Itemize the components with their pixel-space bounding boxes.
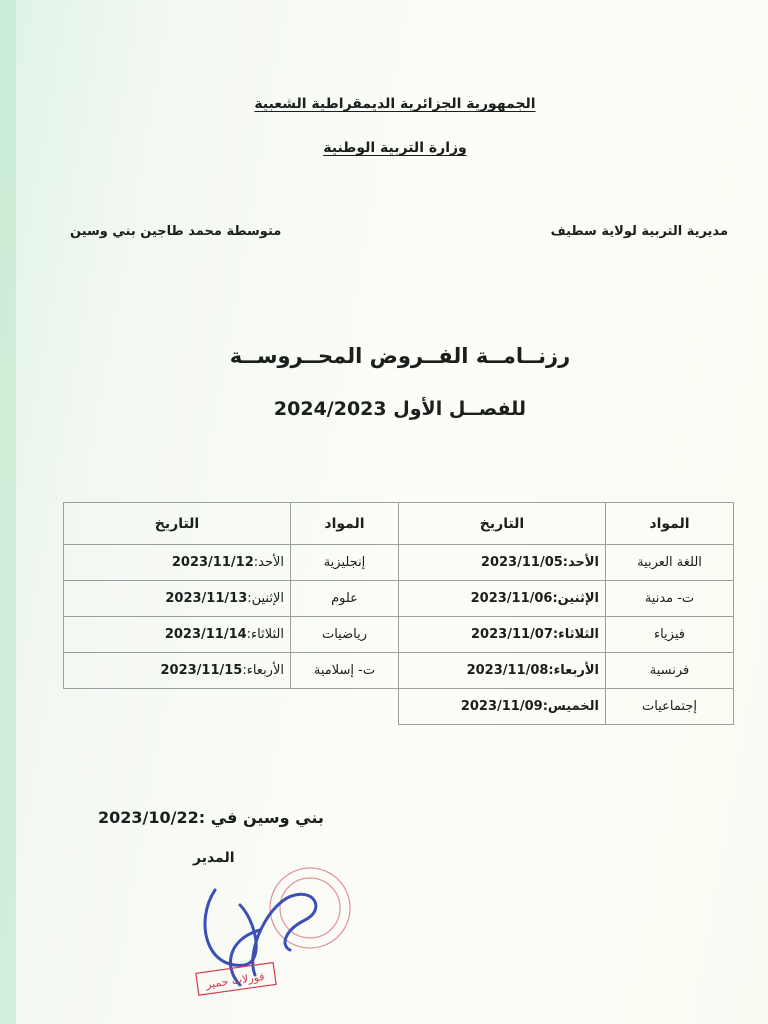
date-header: التاريخ: [399, 503, 606, 545]
date-value: 2023/11/06: [470, 591, 553, 606]
subject-cell: إجتماعيات: [606, 689, 734, 725]
table-row: [399, 545, 734, 581]
subject-cell: ت- إسلامية: [291, 653, 399, 689]
table-row: [64, 545, 399, 581]
day-label: الأربعاء:: [548, 663, 599, 678]
date-value: 2023/11/08: [466, 663, 549, 678]
date-value: 2023/11/13: [165, 591, 248, 606]
day-label: الثلاثاء:: [552, 627, 599, 642]
table-row: [64, 581, 399, 617]
subject-cell: ت- مدنية: [606, 581, 734, 617]
day-label: الأحد:: [253, 555, 284, 570]
day-label: الأحد:: [562, 555, 599, 570]
stamp-text: فورلات حمير: [205, 969, 266, 992]
table-row: [64, 617, 399, 653]
subject-header: المواد: [291, 503, 399, 545]
date-value: 2023/11/12: [171, 555, 254, 570]
date-cell: [399, 545, 606, 581]
date-cell: [399, 617, 606, 653]
director-label: المدير: [193, 850, 235, 866]
day-label: الثلاثاء:: [246, 627, 284, 642]
republic-heading: الجمهورية الجزائرية الديمقراطية الشعبية: [254, 96, 536, 112]
document-subtitle: [0, 398, 768, 420]
school-label: متوسطة محمد طاجين بني وسين: [70, 224, 282, 239]
date-value: 2023/11/15: [160, 663, 243, 678]
day-label: الإثنين:: [552, 591, 599, 606]
date-cell: [399, 653, 606, 689]
ministry-heading: وزارة التربية الوطنية: [323, 140, 467, 156]
table-row: [399, 653, 734, 689]
subject-cell: اللغة العربية: [606, 545, 734, 581]
schedule-table-left: [63, 502, 399, 689]
table-row: [399, 581, 734, 617]
subtitle-text: للفصــل الأول: [393, 398, 527, 420]
day-label: الخميس:: [542, 699, 599, 714]
subtitle-year: 2024/2023: [273, 398, 387, 420]
day-label: الإثنين:: [247, 591, 284, 606]
date-cell: [64, 545, 291, 581]
table-row: [399, 617, 734, 653]
schedule-table-right: [398, 502, 734, 725]
table-row: [399, 689, 734, 725]
date-value: 2023/11/09: [460, 699, 543, 714]
date-cell: [64, 581, 291, 617]
signature-and-stamp: [185, 860, 365, 1000]
official-stamp: [270, 868, 350, 948]
subject-cell: فيزياء: [606, 617, 734, 653]
day-label: الأربعاء:: [242, 663, 284, 678]
date-value: 2023/11/07: [471, 627, 553, 642]
subject-cell: رياضيات: [291, 617, 399, 653]
table-row: [64, 653, 399, 689]
document-title: رزنــامــة الفــروض المحــروســة: [229, 344, 571, 368]
date-cell: [399, 581, 606, 617]
directorate-label: مديرية التربية لولاية سطيف: [550, 224, 728, 239]
date-cell: [64, 617, 291, 653]
date-cell: [399, 689, 606, 725]
subject-cell: فرنسية: [606, 653, 734, 689]
table-header-row: [64, 503, 399, 545]
date-value: 2023/11/05: [480, 555, 563, 570]
subject-cell: علوم: [291, 581, 399, 617]
place-and-date: بني وسين في :2023/10/22: [98, 808, 324, 827]
date-value: 2023/11/14: [164, 627, 247, 642]
date-header: التاريخ: [64, 503, 291, 545]
subject-header: المواد: [606, 503, 734, 545]
date-cell: [64, 653, 291, 689]
table-header-row: [399, 503, 734, 545]
subject-cell: إنجليزية: [291, 545, 399, 581]
